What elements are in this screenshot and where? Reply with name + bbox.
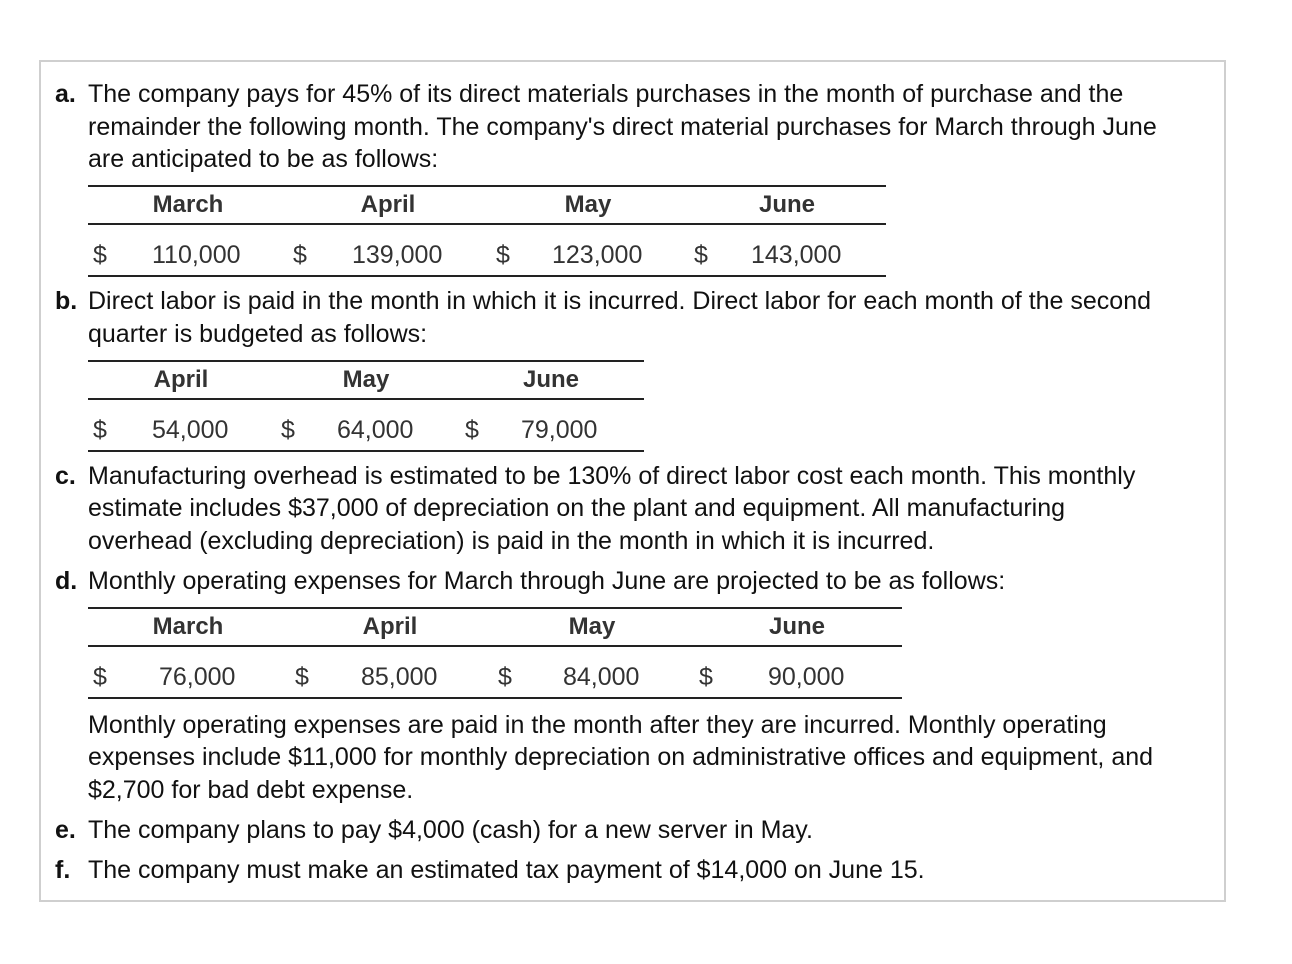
item-b-label: b.	[55, 287, 78, 315]
table-header: March	[152, 613, 224, 640]
table-header: April	[360, 191, 416, 218]
currency-sign: $	[93, 663, 107, 691]
table-cell: 79,000	[521, 416, 598, 444]
table-cell: 84,000	[563, 663, 640, 691]
item-c-label: c.	[55, 462, 76, 490]
item-f-line-1: The company must make an estimated tax payment of $14,000 on June 15.	[88, 856, 925, 884]
item-d-note-line-3: $2,700 for bad debt expense.	[88, 776, 414, 804]
table-header: April	[362, 613, 418, 640]
item-a-label: a.	[55, 80, 76, 108]
table-cell: 54,000	[152, 416, 229, 444]
table-cell: 76,000	[159, 663, 236, 691]
table-rule	[88, 607, 902, 609]
table-rule	[88, 697, 902, 699]
currency-sign: $	[93, 241, 107, 269]
item-f-label: f.	[55, 856, 71, 884]
table-rule	[88, 645, 902, 647]
table-rule	[88, 360, 644, 362]
currency-sign: $	[93, 416, 107, 444]
table-header: June	[768, 613, 825, 640]
table-header: June	[758, 191, 815, 218]
table-header: June	[522, 366, 579, 393]
table-header: May	[342, 366, 390, 393]
currency-sign: $	[281, 416, 295, 444]
table-rule	[88, 223, 886, 225]
item-b-line-1: Direct labor is paid in the month in which it is incurred. Direct labor for each month of the second	[88, 287, 1152, 315]
currency-sign: $	[295, 663, 309, 691]
table-rule	[88, 450, 644, 452]
table-header: May	[568, 613, 616, 640]
currency-sign: $	[293, 241, 307, 269]
table-rule	[88, 398, 644, 400]
item-a-line-1: The company pays for 45% of its direct materials purchases in the month of purchase and the	[88, 80, 1124, 108]
item-a-line-3: are anticipated to be as follows:	[88, 145, 439, 173]
currency-sign: $	[699, 663, 713, 691]
table-header: March	[152, 191, 224, 218]
table-cell: 110,000	[152, 241, 241, 269]
item-c-line-1: Manufacturing overhead is estimated to be 130% of direct labor cost each month. This monthly	[88, 462, 1136, 490]
currency-sign: $	[465, 416, 479, 444]
item-c-line-2: estimate includes $37,000 of depreciation on the plant and equipment. All manufacturing	[88, 494, 1066, 522]
item-b-line-2: quarter is budgeted as follows:	[88, 320, 428, 348]
table-rule	[88, 185, 886, 187]
item-d-label: d.	[55, 567, 78, 595]
item-e-label: e.	[55, 816, 76, 844]
table-rule	[88, 275, 886, 277]
currency-sign: $	[496, 241, 510, 269]
currency-sign: $	[694, 241, 708, 269]
table-cell: 90,000	[768, 663, 845, 691]
table-cell: 123,000	[552, 241, 643, 269]
table-cell: 143,000	[751, 241, 842, 269]
item-d-line-1: Monthly operating expenses for March through June are projected to be as follows:	[88, 567, 1006, 595]
table-cell: 85,000	[361, 663, 438, 691]
item-a-line-2: remainder the following month. The company's direct material purchases for March through June	[88, 113, 1157, 141]
item-e-line-1: The company plans to pay $4,000 (cash) for a new server in May.	[88, 816, 813, 844]
item-d-note-line-2: expenses include $11,000 for monthly depreciation on administrative offices and equipment, and	[88, 743, 1154, 771]
currency-sign: $	[498, 663, 512, 691]
table-header: May	[564, 191, 612, 218]
item-c-line-3: overhead (excluding depreciation) is paid in the month in which it is incurred.	[88, 527, 935, 555]
item-d-note-line-1: Monthly operating expenses are paid in the month after they are incurred. Monthly operating	[88, 711, 1107, 739]
table-header: April	[153, 366, 209, 393]
table-cell: 139,000	[352, 241, 443, 269]
table-cell: 64,000	[337, 416, 414, 444]
